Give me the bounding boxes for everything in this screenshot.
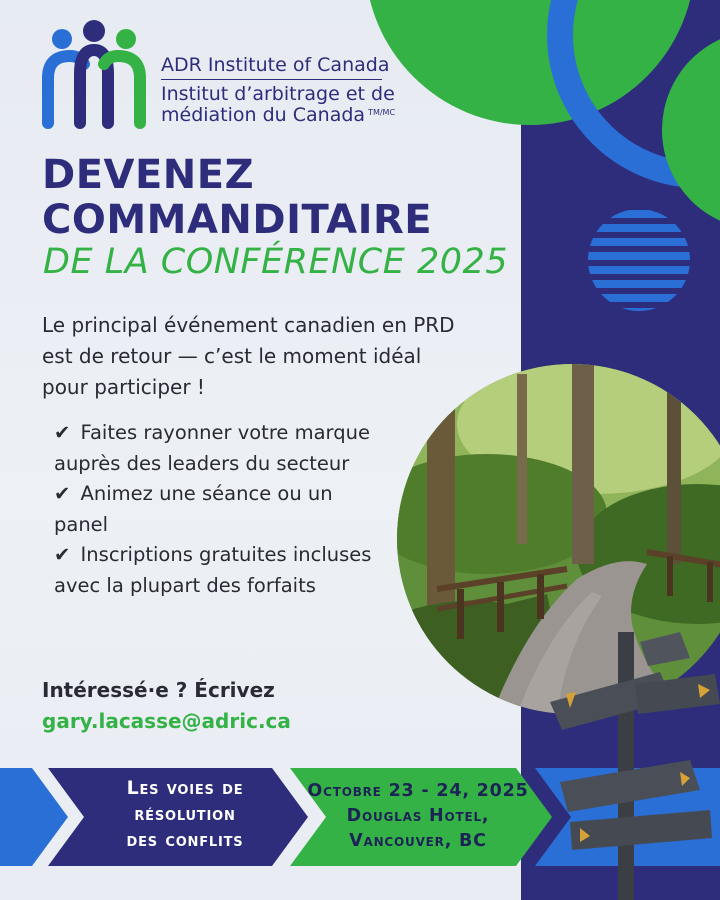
banner-city: Vancouver, BC [349, 831, 487, 851]
headline-line3: DE LA CONFÉRENCE 2025 [43, 242, 509, 282]
intro-text: Le principal événement canadien en PRD est de retour — c’est le moment idéal pour participer ! [42, 313, 455, 399]
banner-theme-line1: Les voies de [126, 777, 244, 799]
benefit-item: ✔ Inscriptions gratuites incluses avec la plupart des forfaits [54, 543, 372, 597]
banner-theme-line3: des conflits [126, 829, 244, 851]
contact-email-link[interactable]: gary.lacasse@adric.ca [42, 709, 291, 733]
banner-dates: Octobre 23 - 24, 2025 [307, 781, 529, 801]
banner-venue: Douglas Hotel, [346, 806, 490, 826]
org-divider [161, 79, 382, 80]
banner-theme [85, 775, 285, 853]
checkmark-icon: ✔ [54, 482, 71, 505]
headline-line2: COMMANDITAIRE [42, 197, 433, 243]
org-name-french-line2: médiation du Canada $^{TM/MC}$ [161, 104, 396, 126]
org-name-english: ADR Institute of Canada [161, 54, 390, 76]
org-name-french-line1: Institut d’arbitrage et de [161, 83, 395, 105]
benefit-item: ✔ Faites rayonner votre marque auprès des leaders du secteur [54, 421, 370, 475]
headline-line1: DEVENEZ [42, 152, 255, 198]
trademark: TM/MC [368, 108, 396, 117]
top-green-circle [365, 0, 695, 125]
banner-left-chevron [0, 768, 68, 866]
banner-theme-line2: résolution [134, 803, 236, 825]
signpost-image [540, 632, 720, 900]
right-green-circle [662, 30, 720, 230]
benefit-item: ✔ Animez une séance ou un panel [54, 482, 333, 536]
people-logo-icon [38, 18, 150, 130]
checkmark-icon: ✔ [54, 421, 71, 444]
banner-event-details [303, 779, 533, 854]
checkmark-icon: ✔ [54, 543, 71, 566]
striped-circle [585, 210, 695, 316]
benefits-list [54, 418, 384, 601]
contact-prompt: Intéressé·e ? Écrivez [42, 678, 275, 702]
